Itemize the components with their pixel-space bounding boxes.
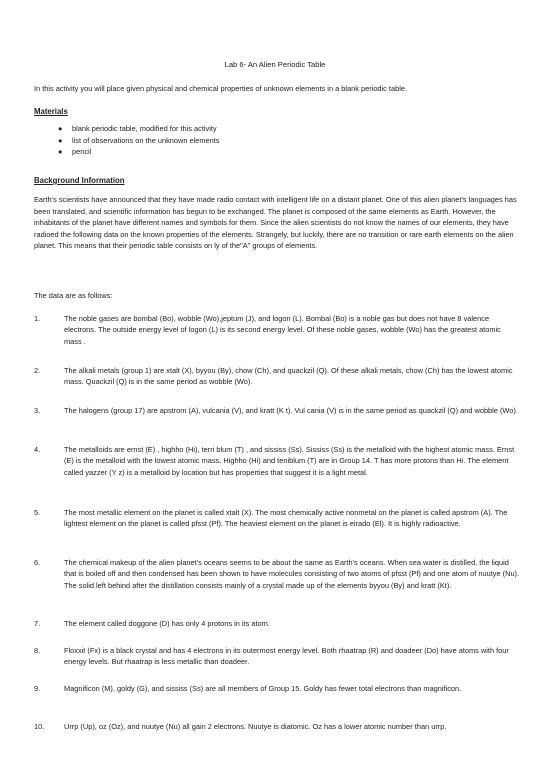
item-number: 3. (34, 406, 41, 415)
item-text: The element called doggone (D) has only 4 protons in its atom. (64, 619, 270, 628)
intro-paragraph: In this activity you will place given physical and chemical properties of unknown elements in a blank periodic table. (34, 84, 408, 93)
materials-heading: Materials (34, 107, 68, 116)
background-paragraph: Earth's scientists have announced that they have made radio contact with intelligent life on a distant planet. One of this alien planet's languages has been translated, and scientific information has begun to be exchanged. The planet is composed of the same elements as Earth. However, the inhabitants of the planet have different names and symbols for them. Since the alien scientists do not know the names of our elements, they have radioed the following data on the known properties of the elements. Strangely, but luckily, there are no transition or rare earth elements on the alien planet. This means that their periodic table consists on ly of the"A" groups of elements. (34, 195, 517, 251)
item-text: The noble gases are bombal (Bo), wobble (Wo),jeptum (J), and logon (L). Bombal (Bo) is a noble gas but does not have 8 valence electrons. The outside energy level of logon (L) is its second energy level. Of these noble gases, wobble (Wo) has the greatest atomic mass . (64, 314, 501, 346)
item-number: 8. (34, 646, 41, 655)
item-number: 9. (34, 684, 41, 693)
bullet-icon: ● (58, 147, 63, 156)
item-number: 7. (34, 619, 41, 628)
item-number: 6. (34, 558, 41, 567)
data-intro: The data are as follows: (34, 291, 113, 300)
bullet-icon: ● (58, 124, 63, 133)
list-item: ● pencil (58, 147, 92, 156)
item-text: The halogens (group 17) are apstrom (A), vulcania (V), and kratt (K t). Vul cania (V) is in the same period as quackzil (Q) and wobble (Wo). (64, 406, 518, 415)
item-number: 5. (34, 508, 41, 517)
item-number: 1. (34, 314, 41, 323)
bullet-icon: ● (58, 135, 63, 145)
item-number: 2. (34, 366, 41, 375)
item-number: 4. (34, 445, 41, 454)
background-heading: Background Information (34, 176, 125, 185)
list-item: ● blank periodic table, modified for this activity (58, 124, 217, 133)
document-title: Lab 6- An Alien Periodic Table (224, 60, 326, 69)
item-number: 10. (34, 722, 45, 731)
item-text: Urrp (Up), oz (Oz), and nuutye (Nu) all gain 2 electrons. Nuutye is diatomic. Oz has a lower atomic number than urrp. (64, 722, 447, 731)
item-text: The metalloids are ernst (E) , highho (Hi), terri blum (T) , and sississ (Ss). Sississ (Ss) is the metalloid with the highest atomic mass. Ernst (E) is the metalloid with the lowest atomic mass. Highho (Hi) and teniblum (T) are in Group 14. T has more protons than Hi. The element called yazzer (Y z) is a metalloid by location but has properties that suggest it is a light metal. (64, 445, 515, 477)
item-text: The chemical makeup of the alien planet's oceans seems to be about the same as Earth's oceans. When sea water is distilled, the liquid that is boiled off and then condensed has been shown to have molecules consisting of two atoms of pfsst (Pf) and one atom of nuutye (Nu). The solid left behind after the distillation consists mainly of a crystal made up of the elements byyou (By) and kratt (Kt). (64, 558, 520, 590)
item-text: Magnificon (M), goldy (G), and sississ (Ss) are all members of Group 15. Goldy has fewer total electrons than magnificon. (64, 684, 462, 693)
item-text: The most metallic element on the planet is called xtalt (X). The most chemically active nonmetal on the planet is called apstrom (A). The lightest element on the planet is called pfsst (Pf). The heaviest element on the planet is eirado (El). It is highly radioactive. (64, 508, 508, 529)
item-text: The alkali metals (group 1) are xtalt (X), byyou (By), chow (Ch), and quackzil (Q). Of these alkali metals, chow (Ch) has the lowest atomic mass. Quackzil (Q) is in the same period as wobble (Wo). (64, 366, 513, 387)
materials-list (58, 123, 220, 158)
list-item: ● list of observations on the unknown elements (58, 135, 220, 145)
item-text: Floxxit (Fx) is a black crystal and has 4 electrons in its outermost energy level. Both rhaatrap (R) and doadeer (Do) have atoms with four energy levels. But rhaatrap is less metallic than doadeer. (64, 646, 509, 667)
